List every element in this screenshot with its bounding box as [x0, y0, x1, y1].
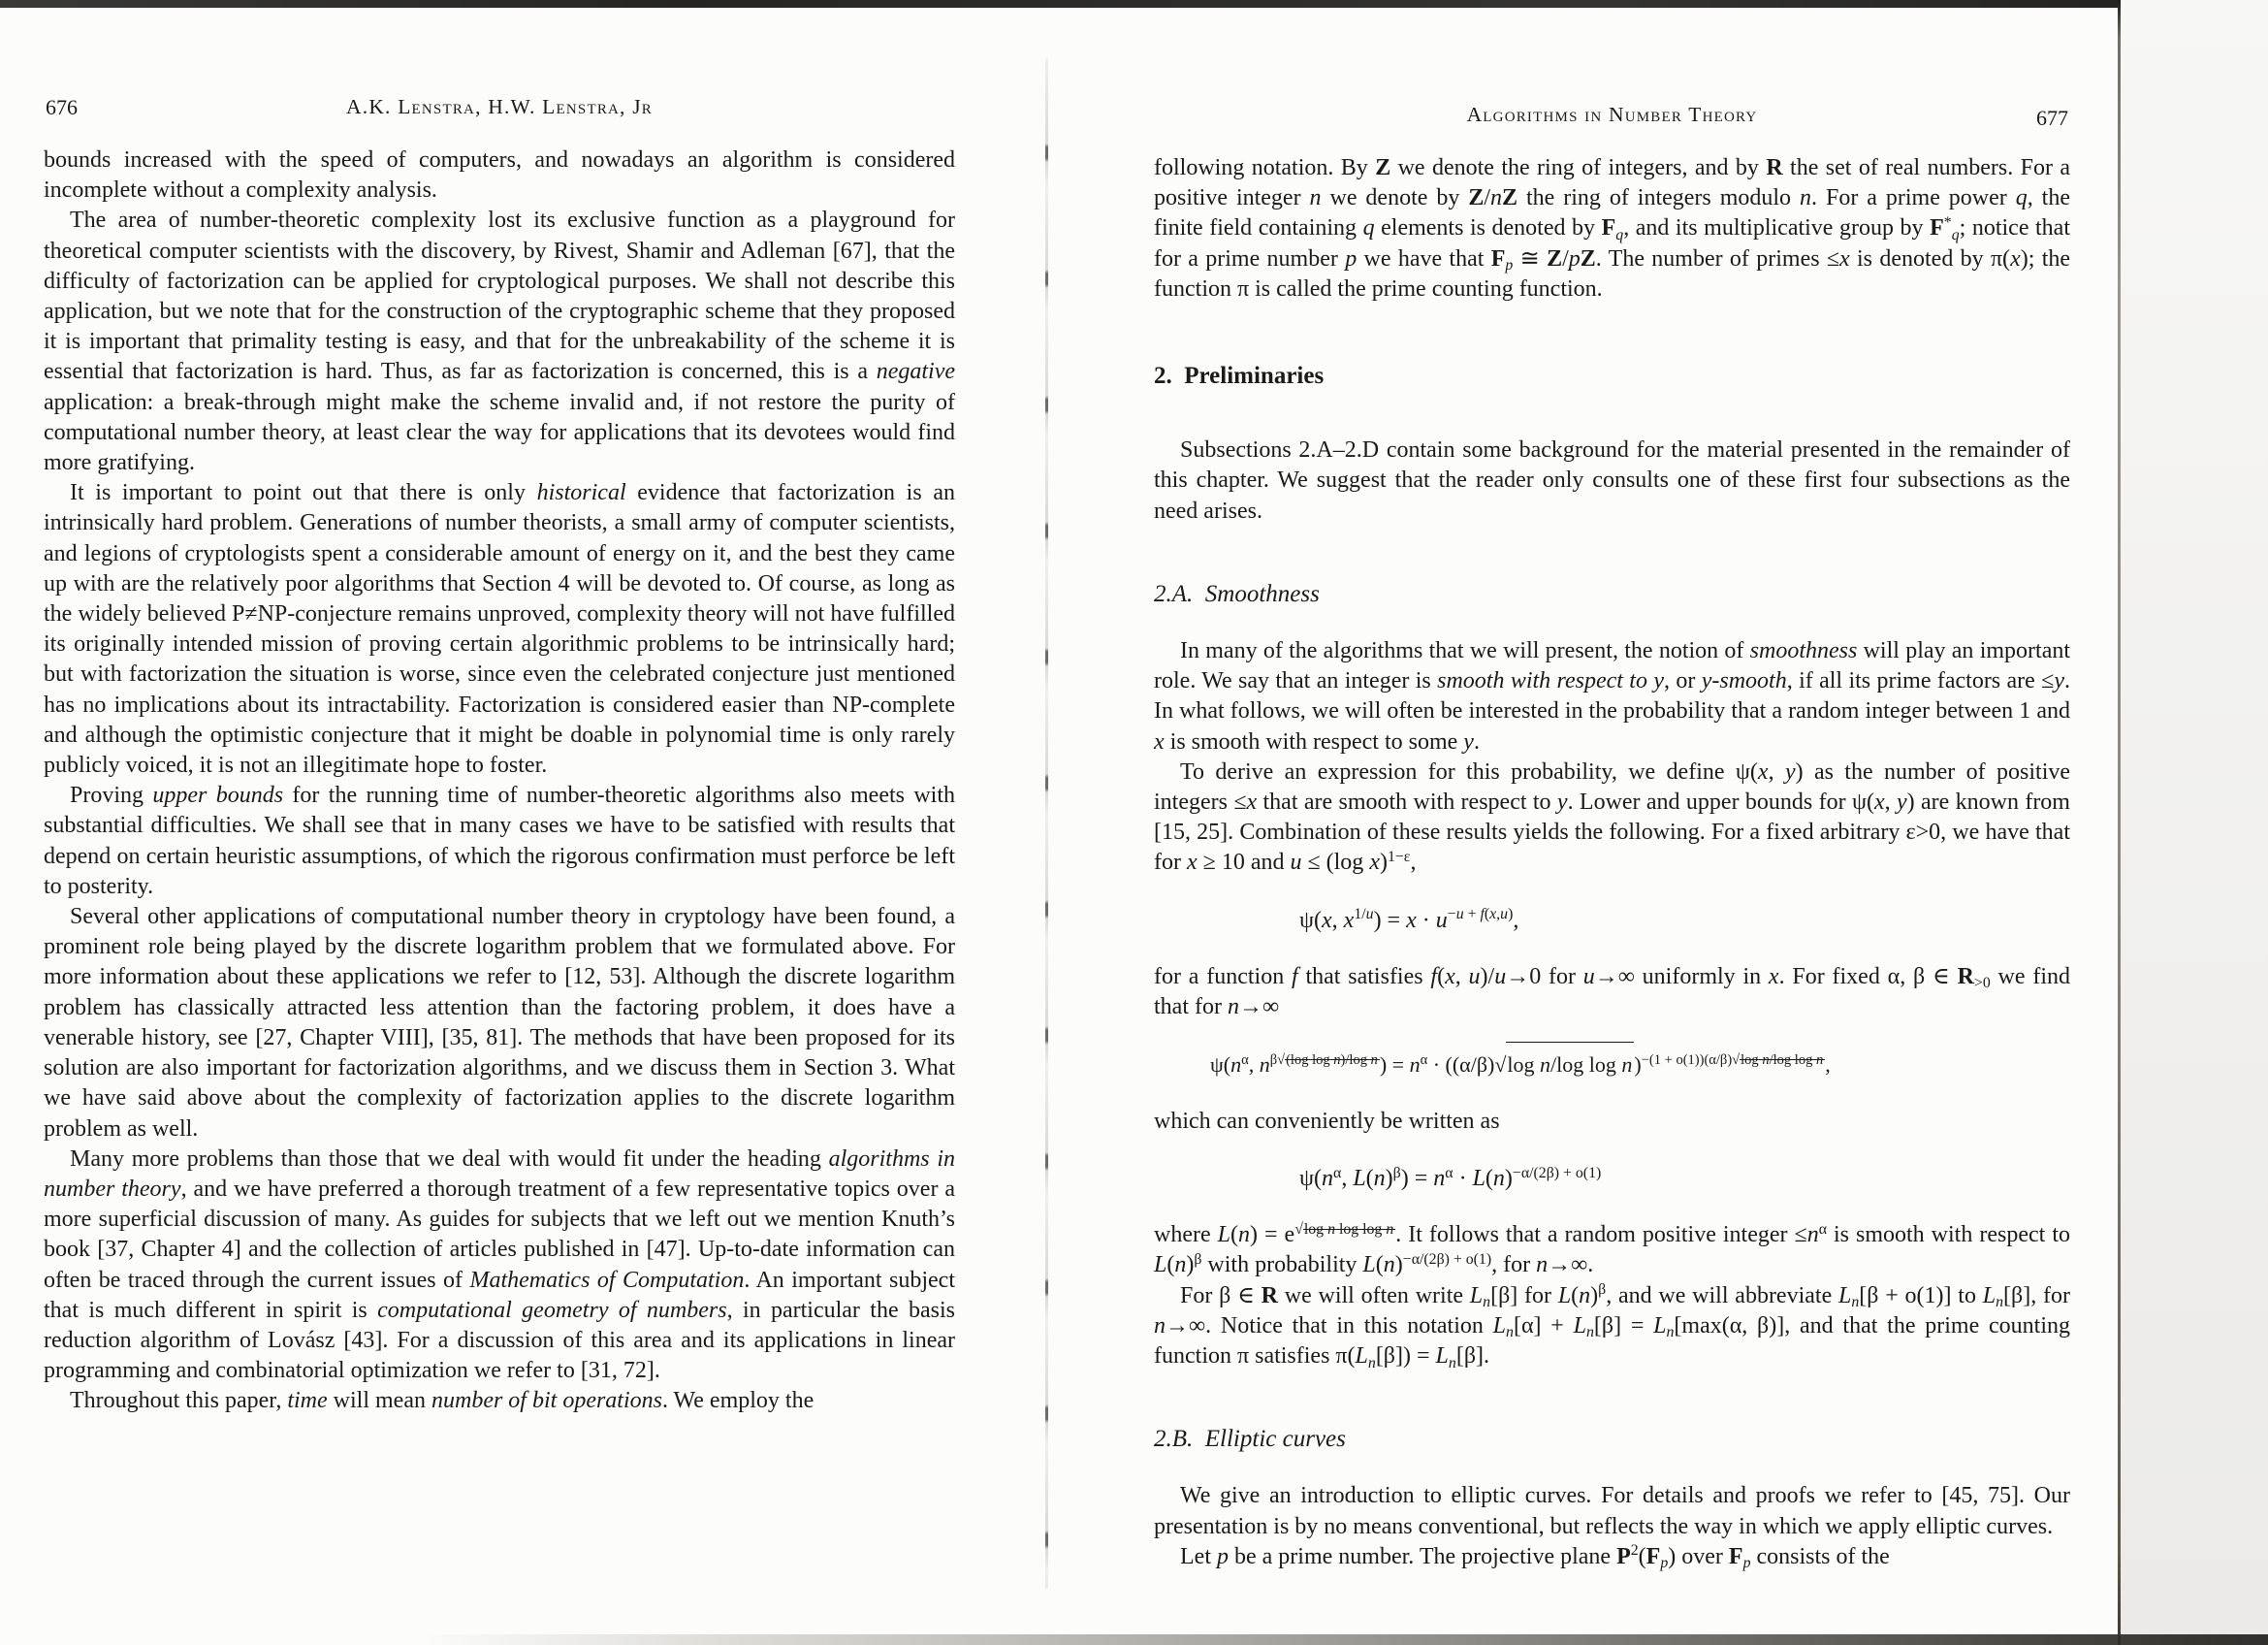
text-run: x — [1246, 790, 1258, 816]
paragraph: Let p be a prime number. The projective plane $P^2(F_p)$ over $F_p$ consists of the — [1180, 1542, 1890, 1572]
subscript — [1449, 1355, 1456, 1371]
paragraph: The area of number-theoretic complexity lost its exclusive function as a playground for theoretical computer scientists with the discovery, by Rivest, Shamir and Adleman [67], that the difficulty of factorization can be applied for cryptological purposes. We shall not describe this application, but we note that for the construction of the cryptographic scheme that they proposed it is important that primality testing is easy, and that for the unbreakability of the scheme it is essential that factorization is hard. Thus, as far as factorization is concerned, this is a negative application: a break-through might make the scheme invalid and, if not restore the purity of computational number theory, at least clear the way for applications that its devotees would find more gratifying. — [44, 208, 955, 476]
text-run: y — [1896, 790, 1907, 816]
text-run: 2. Preliminaries — [1154, 363, 1325, 390]
text-run: p — [1216, 1543, 1229, 1569]
text-run: L — [1492, 1312, 1507, 1339]
text-run: q — [2015, 185, 2028, 211]
text-run: x — [1489, 905, 1497, 922]
text-run: u — [1494, 963, 1507, 989]
text-run: x — [1343, 907, 1355, 933]
paragraph: Proving upper bounds for the running time of number-theoretic algorithms also meets with substantial difficulties. We shall see that in many cases we have to be satisfied with results that depend on certain heuristic assumptions, of which the rigorous confirmation must perforce be left to posterity. — [44, 783, 956, 899]
text-run: x — [1873, 790, 1885, 816]
superscript: * — [1943, 213, 1952, 231]
text-run: u — [1435, 907, 1448, 933]
text-run: F — [1601, 215, 1616, 242]
text-run: y — [1556, 790, 1568, 816]
text-run: n — [1585, 1324, 1594, 1341]
paragraph: Several other applications of computational number theory in cryptology have been found, a prominent role being played by the discrete logarithm problem that we formulated above. For more information about these applications we refer to [12, 53]. Although the discrete logarithm problem has classically attracted less attention than the factoring problem, it does have a venerable history, see [27, Chapter VIII], [35, 81]. The methods that have been proposed for its solution are also important for factorization algorithms, and we discuss them in Section 3. What we have said above about the complexity of factorization applies to the discrete logarithm problem as well. — [44, 904, 955, 1142]
text-run: n — [1536, 1252, 1549, 1278]
text-run: n — [1333, 1052, 1341, 1069]
display-formula: ψ(x, $x^{1/u}) = x \cdot u^{-u + f(x,u)}$, — [1299, 905, 1519, 933]
superscript: 2 — [1630, 1542, 1639, 1560]
superscript: α — [1420, 1052, 1428, 1069]
text-run: y — [2054, 668, 2065, 694]
text-run: L — [1982, 1282, 1996, 1308]
superscript: β — [1598, 1280, 1607, 1298]
text-run: n — [1327, 1220, 1335, 1238]
right-page-body — [1154, 153, 2070, 1572]
paragraph: for a function f that satisfies f(x, u)/u→0 for u→∞ uniformly in x. For fixed α, β ∈ $R_{>0}$ we find that for n→∞ — [1154, 963, 2070, 1019]
text-run: f — [1292, 963, 1298, 989]
radical: √log n/log log n — [1732, 1052, 1824, 1069]
text-run: negative — [876, 359, 955, 385]
text-run: n — [1370, 1052, 1378, 1069]
text-run: n — [1540, 1052, 1551, 1078]
left-page-number: 676 — [46, 95, 78, 119]
text-run: Z — [1502, 185, 1518, 211]
text-run: n — [1259, 1052, 1270, 1078]
radicand: log n log log n — [1303, 1220, 1394, 1238]
radicand: log n/log log n — [1506, 1042, 1634, 1087]
subscript — [1996, 1294, 2003, 1310]
left-page-body — [44, 145, 955, 1417]
book-gutter-line — [1045, 58, 1048, 1589]
text-run: x — [1322, 907, 1332, 933]
text-run: n — [1492, 1166, 1505, 1192]
display-formula: $\psi(n^\alpha$, $n^{\beta√(log log n)/log n}) = n^\alpha \cdot ((\alpha/\beta)√\log$ n/log log n)$^{-(1 + o(1))(\alpha/\beta)√log n/log log n}$, — [1154, 1042, 2070, 1087]
subscript — [1483, 1294, 1490, 1310]
subscript — [1666, 1324, 1674, 1340]
text-run: x — [1154, 728, 1165, 755]
text-run: n — [1227, 993, 1239, 1019]
text-run: n — [1309, 185, 1322, 211]
paragraph: In many of the algorithms that we will present, the notion of smoothness will play an important role. We say that an integer is smooth with respect to y, or y-smooth, if all its prime factors are ≤y. In what follows, we will often be interested in the probability that a random integer between 1 and x is smooth with respect to some y. — [1154, 638, 2071, 755]
superscript: β√(log log n)/log n — [1269, 1052, 1378, 1069]
text-run: x — [1186, 850, 1198, 876]
paragraph: To derive an expression for this probability, we define ψ(x, y) as the number of positive integers ≤x that are smooth with respect to y. Lower and upper bounds for ψ(x, y) are known from [15, 25]. Combination of these results yields the following. For a fixed arbitrary ε>0, we have that for x ≥ 10 and u ≤ (log x)$^{1-\varepsilon}$, — [1154, 758, 2071, 876]
text-run: Z — [1547, 245, 1563, 272]
superscript: 1/u — [1354, 905, 1374, 922]
text-run: time — [287, 1388, 328, 1414]
paragraph: For β ∈ R we will often write $L_n[\beta]$ for $L(n)^\beta$, and we will abbreviate $L_n[\beta + o(1)]$ to $L_n[\beta]$, for n→∞. Notice that in this notation $L_n[\alpha] + L_n[\beta] = L_n[\max(\alpha$, β)], and that the prime counting function π satisfies $\pi(L_n[\beta]) = L_n[\beta]$. — [1154, 1280, 2070, 1371]
text-run: p — [1660, 1555, 1669, 1572]
text-run: n — [1506, 1324, 1514, 1341]
subscript — [1506, 1324, 1514, 1340]
text-run: p — [1505, 257, 1514, 274]
subscript — [1615, 227, 1623, 243]
text-run: n — [1230, 1052, 1242, 1078]
text-run: L — [1217, 1222, 1230, 1248]
text-run: n — [1996, 1294, 2004, 1311]
text-run: n — [1433, 1166, 1446, 1192]
text-run: q — [1362, 215, 1375, 242]
text-run: 2.A. Smoothness — [1154, 580, 1320, 607]
page-676 — [44, 95, 955, 1417]
text-run: F — [1930, 215, 1944, 242]
text-run: L — [1353, 1166, 1366, 1192]
subscript — [1586, 1324, 1594, 1340]
text-run: L — [1355, 1343, 1368, 1370]
text-run: f — [1430, 963, 1438, 989]
radical-sign: √ — [1494, 1052, 1507, 1078]
superscript: α — [1333, 1164, 1342, 1181]
right-page-number: 677 — [2036, 106, 2068, 130]
scan-bottom-shadow — [417, 1634, 2268, 1645]
superscript: β — [1392, 1164, 1401, 1181]
text-run: L — [1154, 1252, 1167, 1278]
text-run: F — [1645, 1543, 1661, 1569]
paragraph: bounds increased with the speed of computers, and nowadays an algorithm is considered incomplete without a complexity analysis. — [44, 147, 955, 204]
text-run: n — [1409, 1052, 1421, 1078]
superscript: 1−ε — [1387, 848, 1411, 865]
text-run: q — [1951, 226, 1960, 243]
text-run: F — [1728, 1543, 1743, 1569]
subscript: >0 — [1973, 975, 1991, 992]
text-run: n — [1322, 1166, 1334, 1192]
text-run: Mathematics of Computation — [469, 1267, 745, 1293]
text-run: n — [1762, 1052, 1770, 1069]
right-page-header — [1154, 103, 2070, 153]
text-run: n — [1238, 1222, 1250, 1248]
text-run: n — [1174, 1252, 1187, 1278]
text-run: F — [1490, 245, 1506, 272]
radical: √(log log n)/log n — [1277, 1052, 1378, 1069]
text-run: L — [1472, 1166, 1485, 1192]
text-run: 2.B. Elliptic curves — [1154, 1426, 1346, 1453]
text-run: R — [1957, 963, 1974, 989]
section-heading — [1154, 1424, 2070, 1454]
paragraph: which can conveniently be written as — [1154, 1109, 1500, 1135]
text-run: L — [1838, 1282, 1852, 1308]
radicand: (log log n)/log n — [1286, 1052, 1378, 1069]
subscript — [1743, 1555, 1751, 1571]
text-run: x — [1839, 245, 1850, 272]
superscript — [1294, 1221, 1395, 1238]
text-run: u — [1582, 963, 1595, 989]
text-run: smoothness — [1749, 638, 1858, 664]
subscript — [1851, 1294, 1859, 1310]
text-run: p — [1742, 1555, 1751, 1572]
text-run: Z — [1580, 245, 1596, 272]
section-heading — [1154, 579, 2070, 609]
scanner-background — [2121, 0, 2268, 1645]
text-run: computational geometry of numbers — [377, 1297, 727, 1323]
superscript: −u + f(x,u) — [1447, 905, 1514, 922]
text-run: smooth with respect to y — [1437, 668, 1664, 694]
text-run: R — [1766, 155, 1783, 180]
radical — [1494, 1052, 1634, 1077]
text-run: x — [1369, 850, 1380, 876]
text-run: historical — [536, 480, 626, 506]
superscript: α — [1818, 1220, 1827, 1238]
text-run: n — [1386, 1220, 1394, 1238]
section-heading — [1154, 361, 2070, 391]
text-run: n — [1806, 1222, 1819, 1248]
paragraph: where $L(n) = e^{√log n log log n}$. It follows that a random positive integer $\le n^\alpha$ is smooth with respect to $L(n)^\beta$ with probability $L(n)^{-\alpha/(2\beta) + o(1)}$, for n→∞. — [1154, 1220, 2070, 1278]
subscript — [1368, 1355, 1376, 1371]
paragraph: We give an introduction to elliptic curves. For details and proofs we refer to [45, 75]. Our presentation is by no means conventional, but reflects the way in which we apply elliptic curves. — [1154, 1483, 2070, 1539]
text-run: Z — [1375, 155, 1391, 180]
text-run: y — [1784, 758, 1796, 785]
radical: √log n log log n — [1294, 1220, 1394, 1238]
text-run: n — [1621, 1052, 1633, 1078]
text-run: number of bit operations — [431, 1388, 662, 1414]
text-run: x — [2010, 245, 2021, 272]
superscript: −(1 + o(1))(α/β)√log n/log log n — [1641, 1052, 1824, 1069]
text-run: L — [1362, 1252, 1376, 1278]
text-run: n — [1367, 1354, 1376, 1371]
subscript — [1660, 1555, 1668, 1571]
text-run: q — [1615, 226, 1624, 243]
superscript: α — [1445, 1164, 1453, 1181]
right-running-head: Algorithms in Number Theory — [1466, 103, 1758, 126]
text-run: n — [1483, 1294, 1491, 1311]
text-run: upper bounds — [152, 783, 284, 809]
text-run: n — [1666, 1324, 1675, 1341]
text-run: u — [1365, 905, 1374, 922]
left-running-head: A.K. Lenstra, H.W. Lenstra, Jr — [346, 95, 653, 118]
text-run: x — [1445, 963, 1455, 989]
text-run: p — [1568, 245, 1581, 272]
superscript: α — [1241, 1052, 1249, 1069]
text-run: y-smooth — [1701, 668, 1787, 694]
display-formula: $\psi(n^\alpha$, $L(n)^\beta) = n^\alpha \cdot L(n)^{-\alpha/(2\beta) + o(1)}$ — [1299, 1164, 1602, 1192]
text-run: u — [1500, 905, 1509, 922]
superscript: β — [1194, 1250, 1202, 1268]
text-run: u — [1290, 850, 1302, 876]
text-run: n — [1383, 1252, 1395, 1278]
left-page-header — [44, 95, 955, 145]
paragraph: It is important to point out that there is only historical evidence that factorization is an intrinsically hard problem. Generations of number theorists, a small army of computer scientists, and legions of cryptologists spent a considerable amount of energy on it, and the best they came up with are the relatively poor algorithms that Section 4 will be devoted to. Of course, as long as the widely believed P≠NP-conjecture remains unproved, complexity theory will not have fulfilled its originally intended mission of proving certain algorithmic problems to be intrinsically hard; but with factorization the situation is worse, since even the celebrated conjecture just mentioned has no implications about its intractability. Factorization is considered easier than NP-complete and although the optimistic conjecture that it might be doable in polynomial time is only rarely publicly voiced, it is not an illegitimate hope to foster. — [44, 480, 955, 779]
text-run: n — [1373, 1166, 1386, 1192]
text-run: algorithms in number theory — [44, 1145, 955, 1202]
text-run: R — [1261, 1282, 1278, 1308]
text-run: n — [1851, 1294, 1860, 1311]
text-run: n — [1579, 1282, 1591, 1308]
text-run: f — [1480, 905, 1485, 922]
text-run: p — [1345, 245, 1358, 272]
superscript: −α/(2β) + o(1) — [1512, 1164, 1602, 1181]
text-run: L — [1557, 1282, 1572, 1308]
page-677 — [1154, 103, 2070, 1572]
paragraph: following notation. By Z we denote the ring of integers, and by R the set of real numbers. For a positive integer n we denote by Z/nZ the ring of integers modulo n. For a prime power q, the finite field containing q elements is denoted by $F_q$, and its multiplicative group by $F^*_q$; notice that for a prime number p we have that $F_p$ ≅ Z/pZ. The number of primes ≤x is denoted by π(x); the function π is called the prime counting function. — [1154, 155, 2071, 302]
text-run: y — [1463, 728, 1474, 755]
text-run: x — [1757, 758, 1769, 785]
subscript — [1952, 227, 1960, 243]
text-run: L — [1469, 1282, 1484, 1308]
text-run: n — [1154, 1312, 1166, 1339]
paragraph: Subsections 2.A–2.D contain some background for the material presented in the remainder of this chapter. We suggest that the reader only consults one of these first four subsections as the need arises. — [1154, 437, 2070, 524]
scan-top-edge — [0, 0, 2268, 8]
paragraph: Many more problems than those that we deal with would fit under the heading algorithms in number theory, and we have preferred a thorough treatment of a few representative topics over a more superficial discussion of many. As guides for subjects that we left out we mention Knuth’s book [37, Chapter 4] and the collection of articles published in [47]. Up-to-date information can often be traced through the current issues of Mathematics of Computation. An important subject that is much different in spirit is computational geometry of numbers, in particular the basis reduction algorithm of Lovász [43]. For a discussion of this area and its applications in linear programming and combinatorial optimization we refer to [31, 72]. — [44, 1145, 956, 1384]
text-run: Z — [1468, 185, 1485, 211]
subscript — [1505, 257, 1513, 274]
text-run: n — [1448, 1354, 1456, 1371]
superscript: −α/(2β) + o(1) — [1402, 1250, 1492, 1268]
text-run: x — [1768, 963, 1779, 989]
text-run: L — [1435, 1343, 1449, 1370]
text-run: x — [1406, 907, 1417, 933]
text-run: P — [1616, 1543, 1631, 1569]
text-run: n — [1815, 1052, 1824, 1069]
text-run: L — [1573, 1312, 1586, 1339]
text-run: n — [1490, 185, 1502, 211]
text-run: u — [1468, 963, 1481, 989]
text-run: u — [1455, 905, 1464, 922]
text-run: n — [1800, 185, 1812, 211]
text-run: L — [1653, 1312, 1667, 1339]
paragraph: Throughout this paper, time will mean number of bit operations. We employ the — [70, 1388, 815, 1414]
radicand: log n/log log n — [1741, 1052, 1824, 1069]
